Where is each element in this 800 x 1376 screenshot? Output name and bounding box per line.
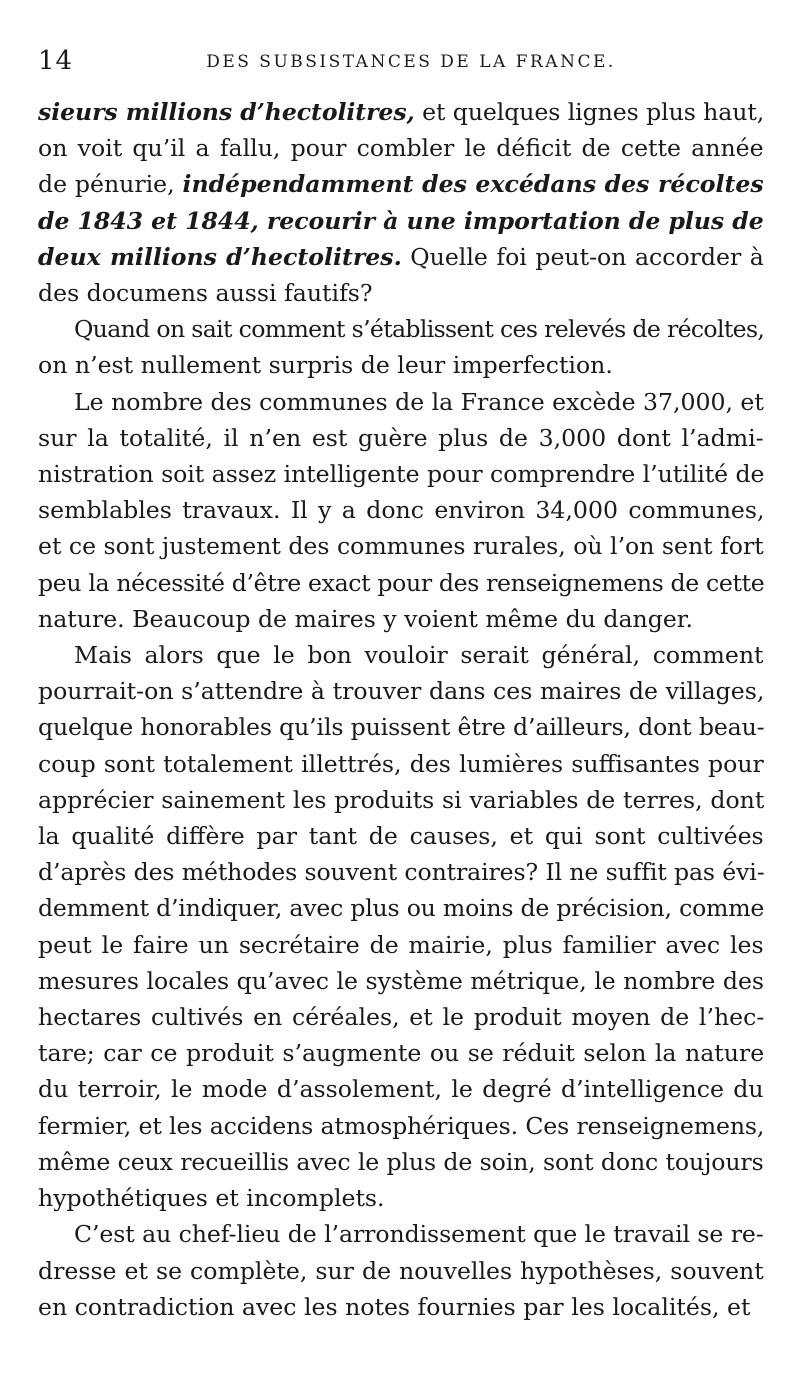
italic-text: deux millions d’hectolitres. — [38, 242, 402, 271]
text-line — [38, 637, 764, 673]
page-header — [38, 40, 764, 80]
text-line — [38, 890, 764, 926]
text-segment: des documens aussi fautifs? — [38, 279, 373, 308]
text-line — [38, 1289, 764, 1325]
text-segment: de pénurie, — [38, 170, 183, 199]
text-line — [38, 275, 764, 311]
text-segment: on voit qu’il a fallu, pour combler le déficit de cette année — [38, 134, 764, 163]
text-segment: pourrait-on s’attendre à trouver dans ces maires de villages, — [38, 677, 765, 706]
text-line — [38, 166, 764, 202]
text-line — [38, 1071, 764, 1107]
text-segment: sur la totalité, il n’en est guère plus de 3,000 dont l’admi- — [38, 423, 764, 452]
text-line — [38, 420, 764, 456]
text-segment: nistration soit assez intelligente pour comprendre l’utilité de — [38, 460, 765, 489]
text-segment: C’est au chef-lieu de l’arrondissement que le travail se re- — [74, 1220, 764, 1249]
italic-text: de 1843 et 1844, recourir à une importation de plus de — [38, 206, 764, 235]
text-segment: en contradiction avec les notes fournies par les localités, et — [38, 1292, 751, 1321]
text-segment: même ceux recueillis avec le plus de soin, sont donc toujours — [38, 1147, 764, 1176]
text-segment: Mais alors que le bon vouloir serait général, comment — [74, 641, 764, 670]
text-line — [38, 130, 764, 166]
page-number: 14 — [38, 46, 74, 76]
paragraph — [38, 384, 764, 637]
text-segment: Quelle foi peut-on accorder à — [401, 242, 764, 271]
italic-text: sieurs millions d’hectolitres, — [38, 98, 415, 126]
text-line — [38, 203, 764, 239]
running-title: DES SUBSISTANCES DE LA FRANCE. — [206, 52, 616, 72]
text-line — [38, 673, 764, 709]
text-segment: tare; car ce produit s’augmente ou se réduit selon la nature — [38, 1039, 765, 1068]
text-segment: et quelques lignes plus haut, — [414, 98, 765, 126]
text-segment: quelque honorables qu’ils puissent être d’ailleurs, dont beau- — [38, 713, 765, 742]
text-line — [38, 456, 764, 492]
text-line — [38, 1108, 764, 1144]
paragraph — [38, 94, 764, 311]
text-line — [38, 1216, 764, 1252]
italic-text: indépendamment des excédans des récoltes — [182, 170, 764, 199]
body-text — [38, 94, 764, 1325]
paragraph — [38, 311, 764, 383]
text-segment: on n’est nullement surpris de leur imperfection. — [38, 351, 613, 380]
text-segment: coup sont totalement illettrés, des lumières suffisantes pour — [38, 749, 764, 778]
text-segment: apprécier sainement les produits si variables de terres, dont — [38, 785, 765, 814]
text-line — [38, 528, 764, 564]
text-line — [38, 601, 764, 637]
text-segment: nature. Beaucoup de maires y voient même du danger. — [38, 604, 693, 633]
text-line — [38, 565, 764, 601]
text-line — [38, 927, 764, 963]
text-segment: hypothétiques et incomplets. — [38, 1184, 385, 1213]
paragraph — [38, 1216, 764, 1325]
text-line — [38, 709, 764, 745]
text-segment: d’après des méthodes souvent contraires? Il ne suffit pas évi- — [38, 858, 765, 887]
text-segment: la qualité diffère par tant de causes, et qui sont cultivées — [38, 822, 764, 851]
text-segment: fermier, et les accidens atmosphériques. Ces renseignemens, — [38, 1111, 765, 1140]
text-line — [38, 854, 764, 890]
text-line — [38, 94, 764, 130]
text-line — [38, 347, 764, 383]
text-segment: du terroir, le mode d’assolement, le degré d’intelligence du — [38, 1075, 764, 1104]
text-line — [38, 311, 764, 347]
text-line — [38, 1180, 764, 1216]
text-line — [38, 782, 764, 818]
text-line — [38, 492, 764, 528]
text-line — [38, 963, 764, 999]
text-line — [38, 999, 764, 1035]
text-line — [38, 746, 764, 782]
text-segment: peu la nécessité d’être exact pour des renseignemens de cette — [38, 568, 765, 597]
text-line — [38, 1253, 764, 1289]
text-line — [38, 239, 764, 275]
text-segment: Quand on sait comment s’établissent ces relevés de récoltes, — [74, 315, 765, 344]
text-line — [38, 1144, 764, 1180]
text-segment: Le nombre des communes de la France excède 37,000, et — [74, 387, 764, 416]
text-segment: demment d’indiquer, avec plus ou moins de précision, comme — [38, 894, 765, 923]
text-segment: hectares cultivés en céréales, et le produit moyen de l’hec- — [38, 1003, 765, 1032]
text-segment: peut le faire un secrétaire de mairie, plus familier avec les — [38, 930, 764, 959]
text-segment: et ce sont justement des communes rurales, où l’on sent fort — [38, 532, 764, 561]
text-segment: dresse et se complète, sur de nouvelles hypothèses, souvent — [38, 1256, 764, 1285]
text-segment: semblables travaux. Il y a donc environ 34,000 communes, — [38, 496, 765, 525]
paragraph — [38, 637, 764, 1216]
text-segment: mesures locales qu’avec le système métrique, le nombre des — [38, 966, 765, 995]
text-line — [38, 818, 764, 854]
book-page — [38, 40, 764, 1325]
text-line — [38, 1035, 764, 1071]
text-line — [38, 384, 764, 420]
